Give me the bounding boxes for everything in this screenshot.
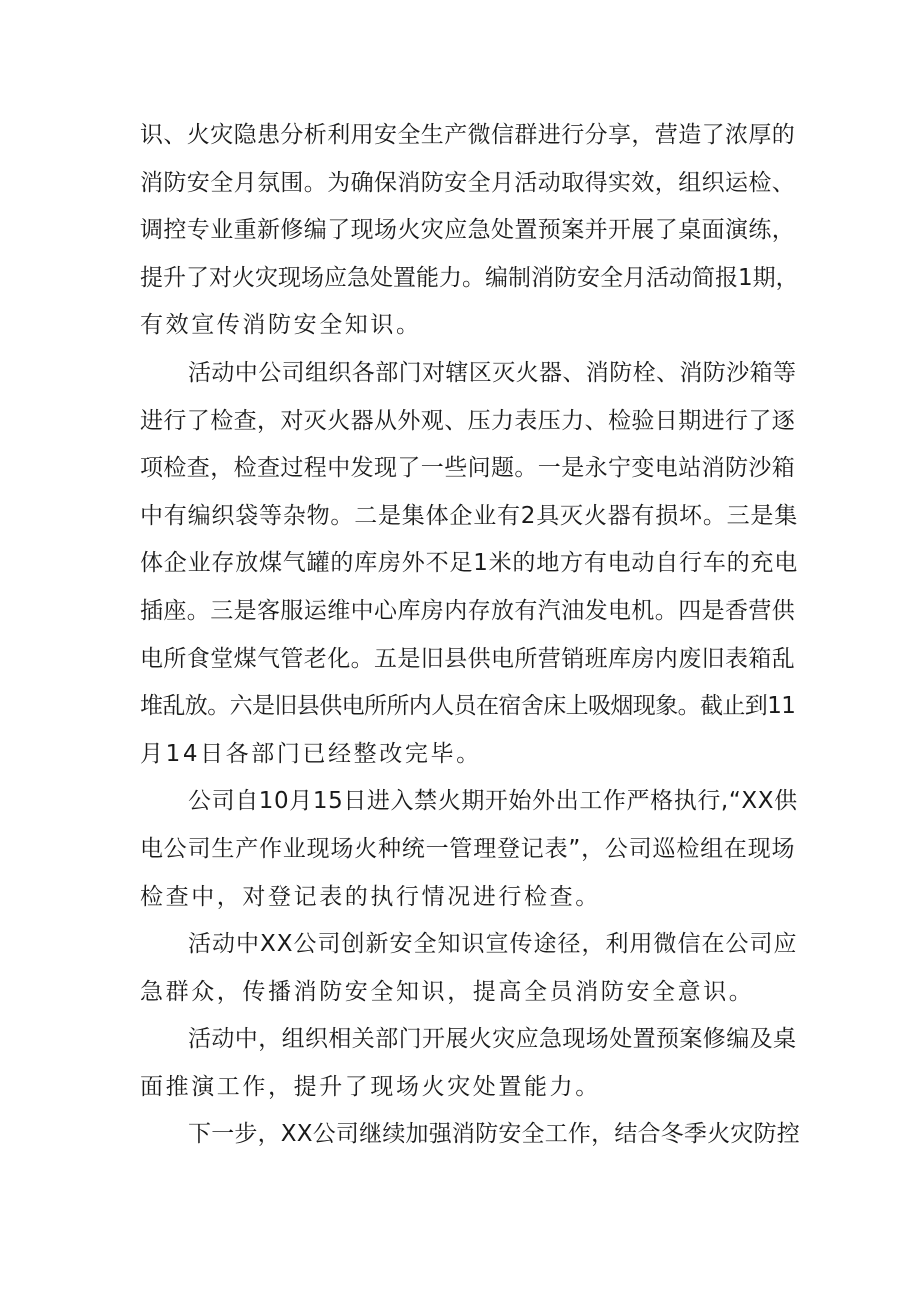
text-line: 电公司生产作业现场火种统一管理登记表”，公司巡检组在现场 xyxy=(140,835,796,862)
paragraph-first-line: 活动中XX公司创新安全知识宣传途径，利用微信在公司应 xyxy=(188,931,798,958)
text-line: 中有编织袋等杂物。二是集体企业有2具灭火器有损坏。三是集 xyxy=(140,502,799,529)
text-line: 项检查，检查过程中发现了一些问题。一是永宁变电站消防沙箱 xyxy=(140,455,796,482)
text-line: 堆乱放。六是旧县供电所所内人员在宿舍床上吸烟现象。截止到11 xyxy=(140,693,796,720)
paragraph-first-line: 活动中公司组织各部门对辖区灭火器、消防栓、消防沙箱等 xyxy=(188,359,797,386)
paragraph-first-line: 活动中，组织相关部门开展火灾应急现场处置预案修编及桌 xyxy=(188,1026,797,1053)
text-line: 体企业存放煤气罐的库房外不足1米的地方有电动自行车的充电 xyxy=(140,550,799,577)
text-line: 电所食堂煤气管老化。五是旧县供电所营销班库房内废旧表箱乱 xyxy=(140,645,796,672)
text-line: 插座。三是客服运维中心库房内存放有汽油发电机。四是香营供 xyxy=(140,597,796,624)
text-line: 消防安全月氛围。为确保消防安全月活动取得实效，组织运检、 xyxy=(140,169,796,196)
text-line: 月14日各部门已经整改完毕。 xyxy=(140,740,482,767)
text-line: 有效宣传消防安全知识。 xyxy=(140,312,422,339)
text-line: 提升了对火灾现场应急处置能力。编制消防安全月活动简报1期， xyxy=(140,264,799,291)
text-line: 面推演工作，提升了现场火灾处置能力。 xyxy=(140,1073,601,1100)
text-line: 急群众，传播消防安全知识，提高全员消防安全意识。 xyxy=(140,978,755,1005)
text-line: 调控专业重新修编了现场火灾应急处置预案并开展了桌面演练， xyxy=(140,217,796,244)
text-line: 识、火灾隐患分析利用安全生产微信群进行分享，营造了浓厚的 xyxy=(140,122,796,148)
text-line: 进行了检查，对灭火器从外观、压力表压力、检验日期进行了逐 xyxy=(140,407,796,434)
paragraph-first-line: 公司自10月15日进入禁火期开始外出工作严格执行,“XX供 xyxy=(188,788,798,815)
text-line: 检查中，对登记表的执行情况进行检查。 xyxy=(140,883,601,910)
paragraph-first-line: 下一步，XX公司继续加强消防安全工作，结合冬季火灾防控 xyxy=(188,1121,800,1148)
document-body-text xyxy=(140,112,800,1159)
